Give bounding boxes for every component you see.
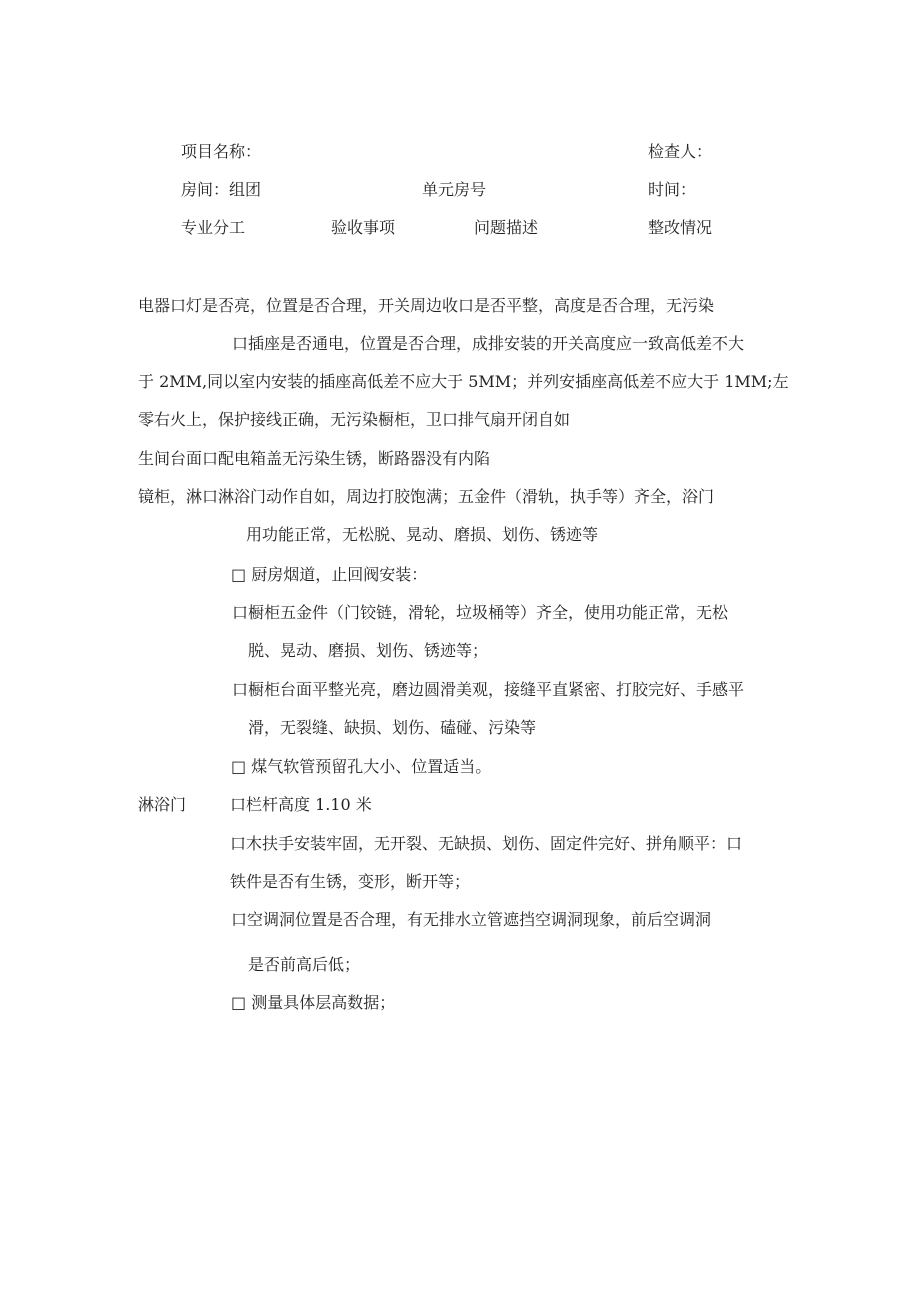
room-label: 房间：组团 — [181, 180, 262, 199]
checklist-item: 口橱柜台面平整光亮，磨边圆滑美观，接缝平直紧密、打胶完好、手感平 — [232, 680, 745, 699]
time-label: 时间： — [648, 180, 697, 199]
checklist-item-continuation: 滑，无裂缝、缺损、划伤、磕碰、污染等 — [248, 718, 537, 737]
unit-room-label: 单元房号 — [422, 180, 487, 199]
body-line: 用功能正常，无松脱、晃动、磨损、划伤、锈迹等 — [246, 525, 599, 544]
inspector-label: 检查人： — [648, 142, 713, 161]
column-acceptance-items: 验收事项 — [331, 218, 396, 237]
body-line: 零右火上，保护接线正确，无污染橱柜，卫口排气扇开闭自如 — [138, 410, 571, 429]
column-problem-description: 问题描述 — [474, 218, 539, 237]
checklist-item: 口栏杆高度 1.10 米 — [230, 795, 372, 814]
body-line: 电器口灯是否亮，位置是否合理，开关周边收口是否平整，高度是否合理，无污染 — [138, 296, 715, 315]
checklist-item-continuation: 铁件是否有生锈，变形，断开等； — [230, 872, 471, 891]
column-rectification: 整改情况 — [648, 218, 713, 237]
column-specialty: 专业分工 — [181, 218, 246, 237]
checklist-item: 口空调洞位置是否合理，有无排水立管遮挡空调洞现象，前后空调洞 — [231, 910, 712, 929]
body-line: 口插座是否通电，位置是否合理，成排安装的开关高度应一致高低差不大 — [232, 334, 745, 353]
body-line: 于 2MM,同以室内安装的插座高低差不应大于 5MM；并列安插座高低差不应大于 1MM;左 — [138, 372, 789, 391]
body-line: 生间台面口配电箱盖无污染生锈，断路器没有内陷 — [138, 449, 491, 468]
checklist-item-continuation: 脱、晃动、磨损、划伤、锈迹等； — [248, 641, 489, 660]
section-label-shower-door: 淋浴门 — [138, 795, 187, 814]
checklist-item-continuation: 是否前高后低； — [248, 955, 361, 974]
project-name-label: 项目名称： — [181, 142, 262, 161]
checklist-item: □ 煤气软管预留孔大小、位置适当。 — [231, 757, 492, 776]
checklist-item: □ 测量具体层高数据； — [231, 993, 396, 1012]
checklist-item: □ 厨房烟道，止回阀安装： — [231, 565, 428, 584]
checklist-item: 口木扶手安装牢固，无开裂、无缺损、划伤、固定件完好、拼角顺平：口 — [230, 834, 743, 853]
body-line: 镜柜，淋口淋浴门动作自如，周边打胶饱满；五金件（滑轨，执手等）齐全，浴门 — [138, 487, 715, 506]
checklist-item: 口橱柜五金件（门铰链，滑轮，垃圾桶等）齐全，使用功能正常，无松 — [232, 603, 729, 622]
